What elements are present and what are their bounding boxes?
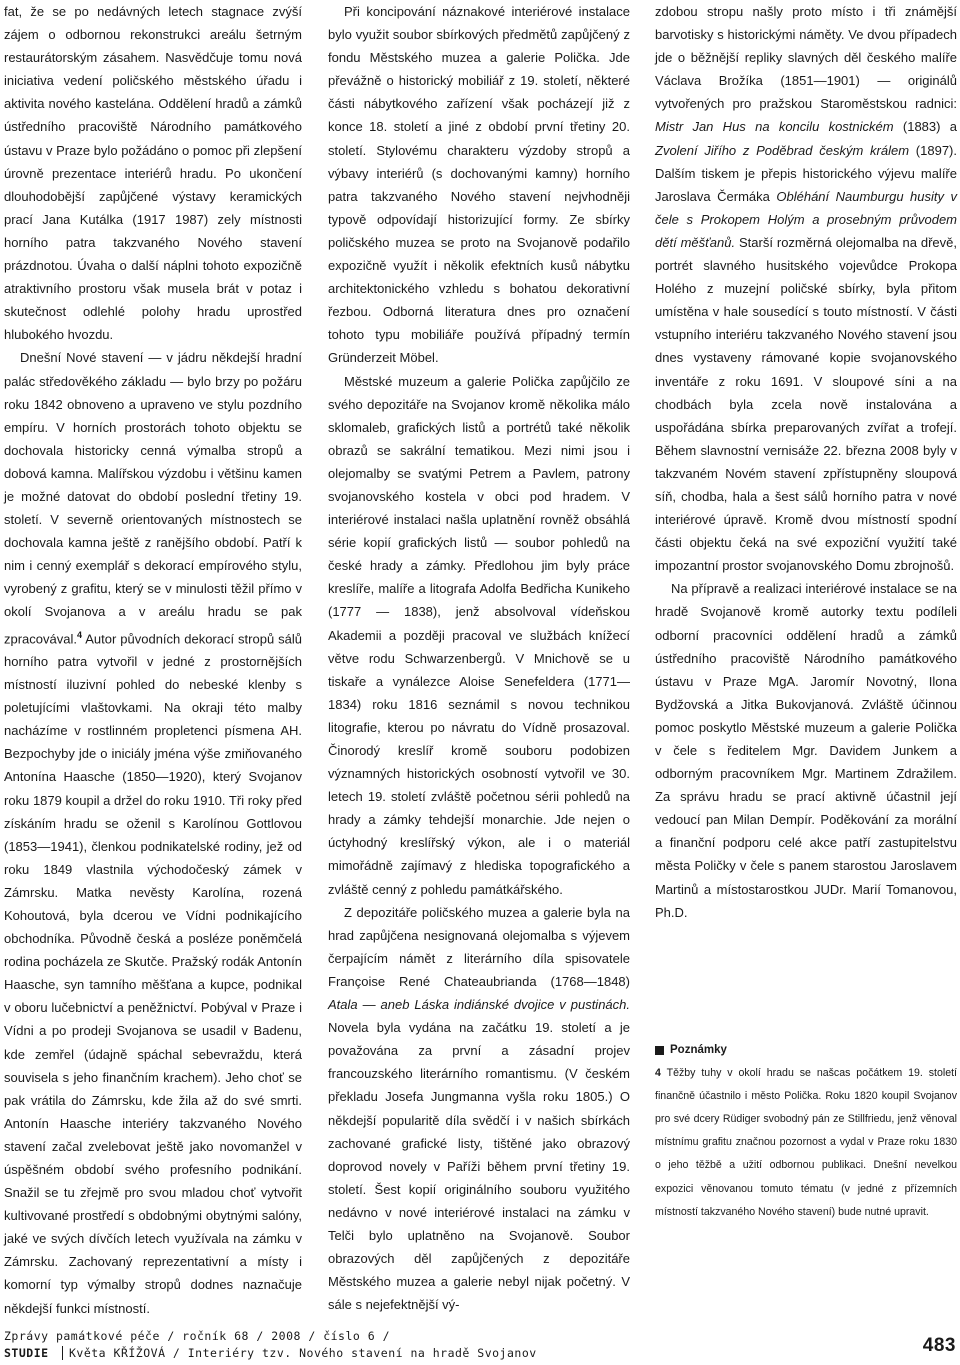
text-column-middle — [328, 0, 630, 1316]
paragraph: Na přípravě a realizaci interiérové instalace se na hradě Svojanově kromě autorky textu podíleli odborní pracovníci oddělení hradů a zámků ústředního pracoviště Národního památkového ústavu v Praze MgA. Jaromír Novotný, Ilona Bydžovská a Jitka Bukovjanová. Zvláště účinnou pomoc poskytlo Městské muzeum a galerie Polička v čele s ředitelem Mgr. Davidem Junkem a odborným pracovníkem Mgr. Martinem Zdražilem. Za správu hradu se prací aktivně účastnil její vedoucí pan Milan Dempír. Poděkování za morální a finanční podporu celé akce patří zastupitelstvu města Poličky v čele s panem starostou Jaroslavem Martinů a místostarostkou JUDr. Marií Tomanovou, Ph.D. — [655, 581, 957, 920]
paragraph: Dnešní Nové stavení — v jádru někdejší hradní palác středověkého základu — bylo brzy po požáru roku 1842 obnoveno a upraveno ve stylu pozdního empíru. V horních prostorách tohoto objektu se dochovala historicky cenná výmalba stropů a dobová kamna. Malířskou výzdobu i většinu kamen je možné datovat do období poslední třetiny 19. století. V severně orientovaných místnostech se dochovala kamna ještě z ranějšího období. Patří k nim i cenný exemplář s dekorací empírového stylu, vyrobený z grafitu, který se v minulosti těžil přímo v okolí Svojanova a v areálu hradu se pak zpracovával.$^4$ Autor původních dekorací stropů sálů horního patra vytvořil v jedné z prostornějších místností iluzivní pohled do nebeské klenby s poletujícími vlaštovkami. Na okraji této malby nacházíme v rostlinném propletenci písmena AH. Bezpochyby jde o iniciály jména výše zmiňovaného Antonína Haasche (1850—1920), který Svojanov roku 1879 koupil a držel do roku 1910. Tři roky před získáním hradu se oženil s Karolínou Gottlovou (1853—1941), členkou podnikatelské rodiny, jež od roku 1849 vlastnila východočeský zámek v Zámrsku. Matka nevěsty Karolína, rozená Kohoutová, byla dcerou ve Vídni podnikajícího obchodníka. Původně česká a posléze poněmčelá rodina pocházela ze Skutče. Pražský rodák Antonín Haasche, syn tamního měšťana a kupce, podnikal v oboru lučebnictví a peněžnictví. Pobýval v Praze i Vídni a po prodeji Svojanova se usadil v Badenu, kde zemřel (údajně spáchal sebevraždu, která souvisela s jeho finančním krachem). Jeho choť se pak vrátila do Zámrsku, kde žila až do své smrti. Antonín Haasche interiéry takzvaného Nového stavení začal zvelebovat ještě jako novomanžel v úspěšném období svého profesního podnikání. Snažil se tu zřejmě pro svou mladou choť vytvořit kultivované prostředí s obdobnými obytnými salóny, jaké ve svých dívčích letech využívala na zámku v Zámrsku. Zachovaný reprezentativní a místy i komorní typ výmalby stropů dodnes naznačuje někdejší funkci místností. — [4, 350, 302, 1316]
artwork-title: Zvolení Jiřího z Poděbrad českým králem — [655, 142, 910, 158]
artwork-title: Mistr Jan Hus na koncilu kostnickém — [655, 119, 894, 135]
paragraph: Městské muzeum a galerie Polička zapůjčilo ze svého depozitáře na Svojanov kromě několika málo sklomaleb, grafických listů a portrétů také několik obrazů se sakrální tematikou. Mezi nimi jsou i olejomalby se svatými Petrem a Pavlem, patrony svojanovského kostela v obci pod hradem. V interiérové instalaci našla uplatnění rovněž obsáhlá série kopií grafických listů — soubor pohledů na české hrady a zámky. Předlohou jim byly práce kreslíře, malíře a litografa Adolfa Bedřicha Kunikeho (1777 — 1838), jenž absolvoval vídeňskou Akademii a později pracoval ve službách knížecí větve rodu Schwarzenbergů. V Mnichově se u tiskaře a vynálezce Aloise Senefeldera (1771—1834) roku 1816 seznámil s novou technikou litografie, kterou po návratu do Vídně prosazoval. Činorodý kreslíř kromě souboru podobizen významných historických osobností vytvořil ve 30. letech 19. století zvláště početnou sérii pohledů na hrady a zámky tehdejší monarchie. Jde nejen o úctyhodný kreslířský výkon, ale i o materiál mimořádně zajímavý z hlediska topografického a zvláště cenný z pohledu památkářského. — [328, 373, 630, 897]
paragraph: Při koncipování náznakové interiérové instalace bylo využit soubor sbírkových předmětů zapůjčený z fondu Městského muzea a galerie Polička. Jde převážně o historický mobiliář z 19. století, některé části nábytkového zařízení však pocházejí již z konce 18. století a jiné z období první třetiny 20. století. Stylovému charakteru výzdoby stropů a výbavy interiérů (s dochovanými kamny) horního patra takzvaného Nového stavení nejvhodněji typově odpovídají historizující formy. Ze sbírky poličského muzea se proto na Svojanově podařilo expozičně využít i několik efektních kusů nábytku architektonického vzhledu s bohatou dekorativní řezbou. Odborná literatura dnes pro označení tohoto typu mobiliáře používá případný termín Gründerzeit Möbel. — [328, 4, 630, 366]
footnotes-heading: Poznámky — [655, 1039, 957, 1062]
paragraph: fat, že se po nedávných letech stagnace zvýší zájem o odbornou rekonstrukci areálu šetrným restaurátorským zásahem. Nasvědčuje tomu nová iniciativa vedení poličského městského úřadu i aktivita nového kastelána. Oddělení hradů a zámků ústředního pracoviště Národního památkového ústavu v Praze bylo požádáno o pomoc při zlepšení úrovně prezentace interiérů hradu. Po ukončení dlouhodobější zapůjčené výstavy keramických prací Jana Kutálka (1917 1987) zely místnosti horního patra takzvaného Nového stavení prázdnotou. Úvaha o další náplni tohoto expozičně atraktivního prostoru však musela brát v potaz i skutečnost odlehlé polohy hradu uprostřed hlubokého hvozdu. — [4, 4, 302, 343]
artwork-title: Obléhání Naumburgu husity v čele s Prokopem Holým a prosebným průvodem dětí měšťanů. — [655, 188, 958, 250]
page-footer — [4, 1329, 956, 1363]
text-column-left — [4, 0, 302, 1320]
paragraph: zdobou stropu našly proto místo i tři známější barvotisky s historickými náměty. Ve dvou případech jde o běžnější repliky slavných děl českého malíře Václava Brožíka (1851—1901) — originálů vytvořených pro pražskou Staroměstskou radnici: Mistr Jan Hus na koncilu kostnickém (1883) a Zvolení Jiřího z Poděbrad českým králem (1897). Dalším tiskem je přepis historického výjevu malíře Jaroslava Čermáka Obléhání Naumburgu husity v čele s Prokopem Holým a prosebným průvodem dětí měšťanů. Starší rozměrná olejomalba na dřevě, portrét slavného husitského vojevůdce Prokopa Holého z muzejní poličské sbírky, byla přitom umístěna v hale sousedící s touto místností. V části vstupního interiéru takzvaného Nového stavení jsou dnes vystaveny rámované kopie svojanovského inventáře z roku 1691. V sloupové síni a na chodbách byla zcela nově instalována a uspořádána sbírka preparovaných zvířat a trofejí. Během slavnostní vernisáže 22. března 2008 byly v takzvaném Novém stavení zpřístupněny sloupová síň, chodba, hala a šest sálů horního patra v nové interiérové úpravě. Kromě dvou místností spodní části objektu čeká na své expoziční využití také impozantní prostor svojanovského Domu zbrojnošů. — [655, 4, 958, 574]
square-bullet-icon — [655, 1046, 664, 1055]
footnote: 4 Těžby tuhy v okolí hradu se našcas počátkem 19. století finančně účastnilo i město Polička. Roku 1820 koupil Svojanov pro své dcery Rüdiger svobodný pán ze Stillfriedu, jenž věnoval místnímu grafitu značnou pozornost a vydal v Praze roku 1830 o jeho těžbě a užití odbornou publikaci. Dnešní nevelkou expozici věnovanou tomuto tématu (v jedné z přízemních místností takzvaného Nového stavení) bude nutné upravit. — [655, 1067, 957, 1218]
journal-info: Zprávy památkové péče / ročník 68 / 2008 / číslo 6 / — [4, 1329, 391, 1343]
paragraph: Z depozitáře poličského muzea a galerie byla na hrad zapůjčena nesignovaná olejomalba s výjevem čerpajícím námět z literárního díla spisovatele Françoise René Chateaubrianda (1768—1848) Atala — aneb Láska indiánské dvojice v pustinách. Novela byla vydána na začátku 19. století a je považována za první a zásadní projev francouzského literárního romantismu. (V českém překladu Josefa Jungmanna vyšla roku 1805.) O někdejší popularitě díla svědčí i v našich sbírkách zachované grafické listy, tištěné jako obrazový doprovod novely v Paříži během první třetiny 19. století. Šest kopií originálního souboru využitého nedávno v nové interiérové instalaci na zámku v Telči bylo uplatněno na Svojanově. Soubor obrazových děl zapůjčených z depozitáře Městského muzea a galerie nebyl nijak početný. V sále s nejefektnější vý- — [328, 904, 630, 1313]
book-title: Atala — aneb Láska indiánské dvojice v pustinách. — [328, 997, 630, 1013]
article-info: STUDIE Květa KŘÍŽOVÁ / Interiéry tzv. Nového stavení na hradě Svojanov — [4, 1346, 537, 1360]
footnotes — [655, 1039, 957, 1224]
page-number: 483 — [922, 1335, 956, 1356]
footnote-ref[interactable]: 4 — [76, 629, 82, 640]
text-column-right — [655, 0, 957, 924]
